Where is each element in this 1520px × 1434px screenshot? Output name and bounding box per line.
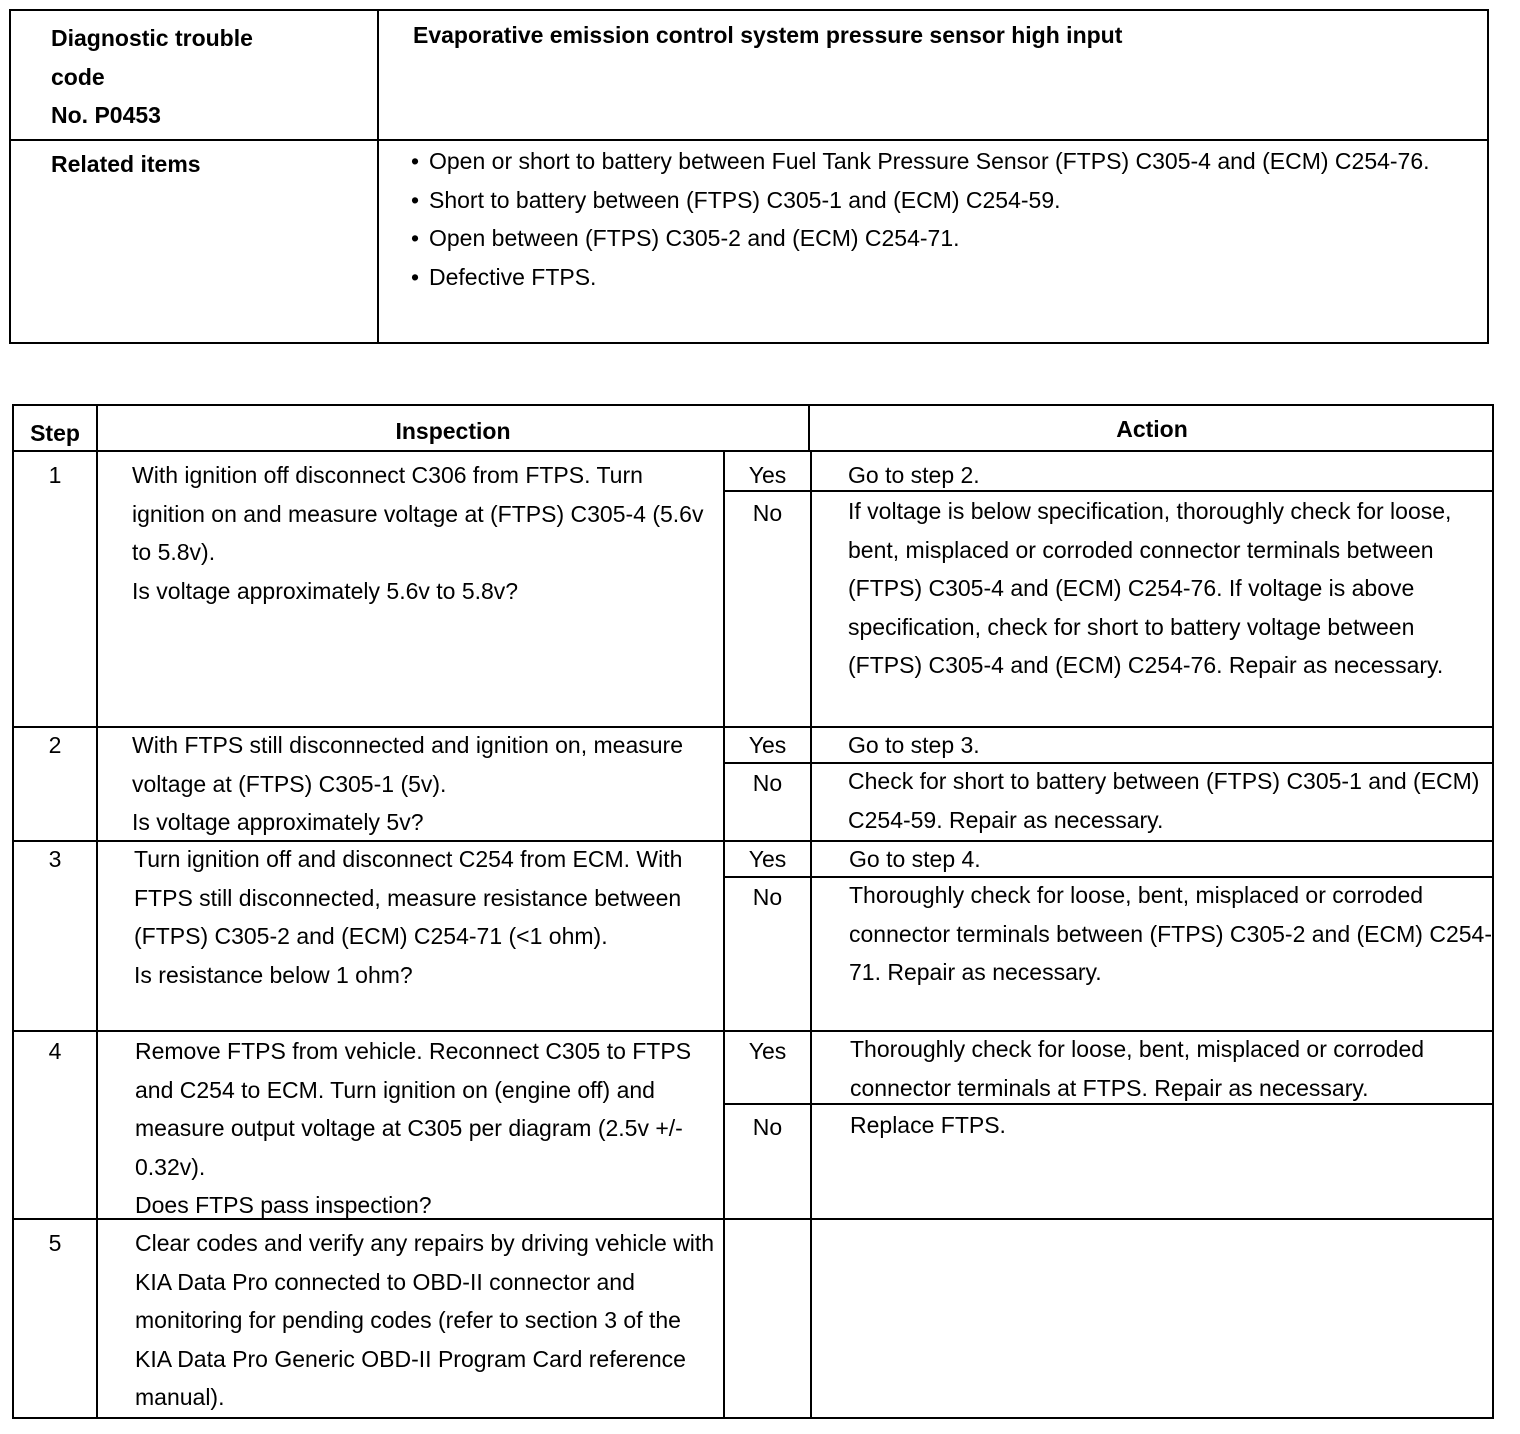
dtc-title: Evaporative emission control system pressure sensor high input bbox=[413, 22, 1123, 48]
dtc-label-line: Diagnostic trouble bbox=[51, 25, 253, 51]
inspection-header: Inspection bbox=[395, 418, 511, 444]
no-action: Replace FTPS. bbox=[850, 1112, 1006, 1138]
yes-action: Thoroughly check for loose, bent, misplaced or corroded connector terminals at FTPS. Repair as necessary. bbox=[850, 1036, 1425, 1101]
inspection-text: Remove FTPS from vehicle. Reconnect C305 to FTPS and C254 to ECM. Turn ignition on (engine off) and measure output voltage at C305 per diagram (2.5v +/- 0.32v). Does FTPS pass inspection? bbox=[135, 1038, 692, 1218]
step-header: Step bbox=[30, 420, 80, 446]
yes-action: Go to step 4. bbox=[849, 846, 981, 872]
related-items-list bbox=[409, 142, 1479, 296]
step-number: 2 bbox=[48, 732, 62, 758]
step-number: 5 bbox=[48, 1230, 62, 1256]
step-number: 3 bbox=[48, 846, 62, 872]
related-item: • Open between (FTPS) C305-2 and (ECM) C254-71. bbox=[409, 219, 1479, 258]
inspection-text: Clear codes and verify any repairs by driving vehicle with KIA Data Pro connected to OBD-II connector and monitoring for pending codes (refer to section 3 of the KIA Data Pro Generic OBD-II Program Card reference manual). bbox=[135, 1230, 715, 1410]
related-item: • Short to battery between (FTPS) C305-1 and (ECM) C254-59. bbox=[409, 181, 1479, 220]
no-action: If voltage is below specification, thoroughly check for loose, bent, misplaced or corroded connector terminals between (FTPS) C305-4 and (ECM) C254-76. If voltage is above specification, check for short to battery voltage between (FTPS) C305-4 and (ECM) C254-76. Repair as necessary. bbox=[848, 498, 1452, 678]
action-column-divider bbox=[810, 450, 812, 1419]
yes-action: Go to step 2. bbox=[848, 462, 980, 488]
yes-label: Yes bbox=[748, 846, 787, 872]
step-column-divider bbox=[96, 406, 98, 1419]
yes-action: Go to step 3. bbox=[848, 732, 980, 758]
inspection-steps-table bbox=[12, 404, 1494, 1419]
no-label: No bbox=[752, 884, 783, 910]
no-label: No bbox=[752, 1114, 783, 1140]
dtc-label bbox=[51, 19, 351, 135]
yes-label: Yes bbox=[748, 462, 787, 488]
no-label: No bbox=[752, 770, 783, 796]
inspection-text: With FTPS still disconnected and ignition on, measure voltage at (FTPS) C305-1 (5v). Is voltage approximately 5v? bbox=[132, 732, 683, 835]
step-number: 4 bbox=[48, 1038, 62, 1064]
row-divider bbox=[11, 139, 1487, 141]
no-action: Check for short to battery between (FTPS) C305-1 and (ECM) C254-59. Repair as necessary. bbox=[848, 768, 1480, 833]
action-header: Action bbox=[1116, 416, 1188, 442]
yes-no-column-divider bbox=[723, 450, 725, 1419]
related-items-label: Related items bbox=[51, 151, 201, 177]
yes-label: Yes bbox=[748, 732, 787, 758]
dtc-info-table bbox=[9, 9, 1489, 344]
inspection-text: Turn ignition off and disconnect C254 from ECM. With FTPS still disconnected, measure resistance between (FTPS) C305-2 and (ECM) C254-71 (<1 ohm). Is resistance below 1 ohm? bbox=[134, 846, 683, 988]
no-label: No bbox=[752, 500, 783, 526]
column-divider bbox=[377, 11, 379, 342]
no-action: Thoroughly check for loose, bent, misplaced or corroded connector terminals between (FTPS) C305-2 and (ECM) C254-71. Repair as necessary. bbox=[849, 882, 1492, 985]
step-number: 1 bbox=[48, 462, 62, 488]
dtc-label-line: No. P0453 bbox=[51, 102, 161, 128]
inspection-text: With ignition off disconnect C306 from FTPS. Turn ignition on and measure voltage at (FTPS) C305-4 (5.6v to 5.8v). Is voltage approximately 5.6v to 5.8v? bbox=[132, 462, 704, 604]
related-item: • Open or short to battery between Fuel Tank Pressure Sensor (FTPS) C305-4 and (ECM) C254-76. bbox=[409, 142, 1479, 181]
header-divider bbox=[14, 450, 1494, 452]
related-item: • Defective FTPS. bbox=[409, 258, 1479, 297]
yes-label: Yes bbox=[748, 1038, 787, 1064]
dtc-label-line: code bbox=[51, 63, 105, 90]
